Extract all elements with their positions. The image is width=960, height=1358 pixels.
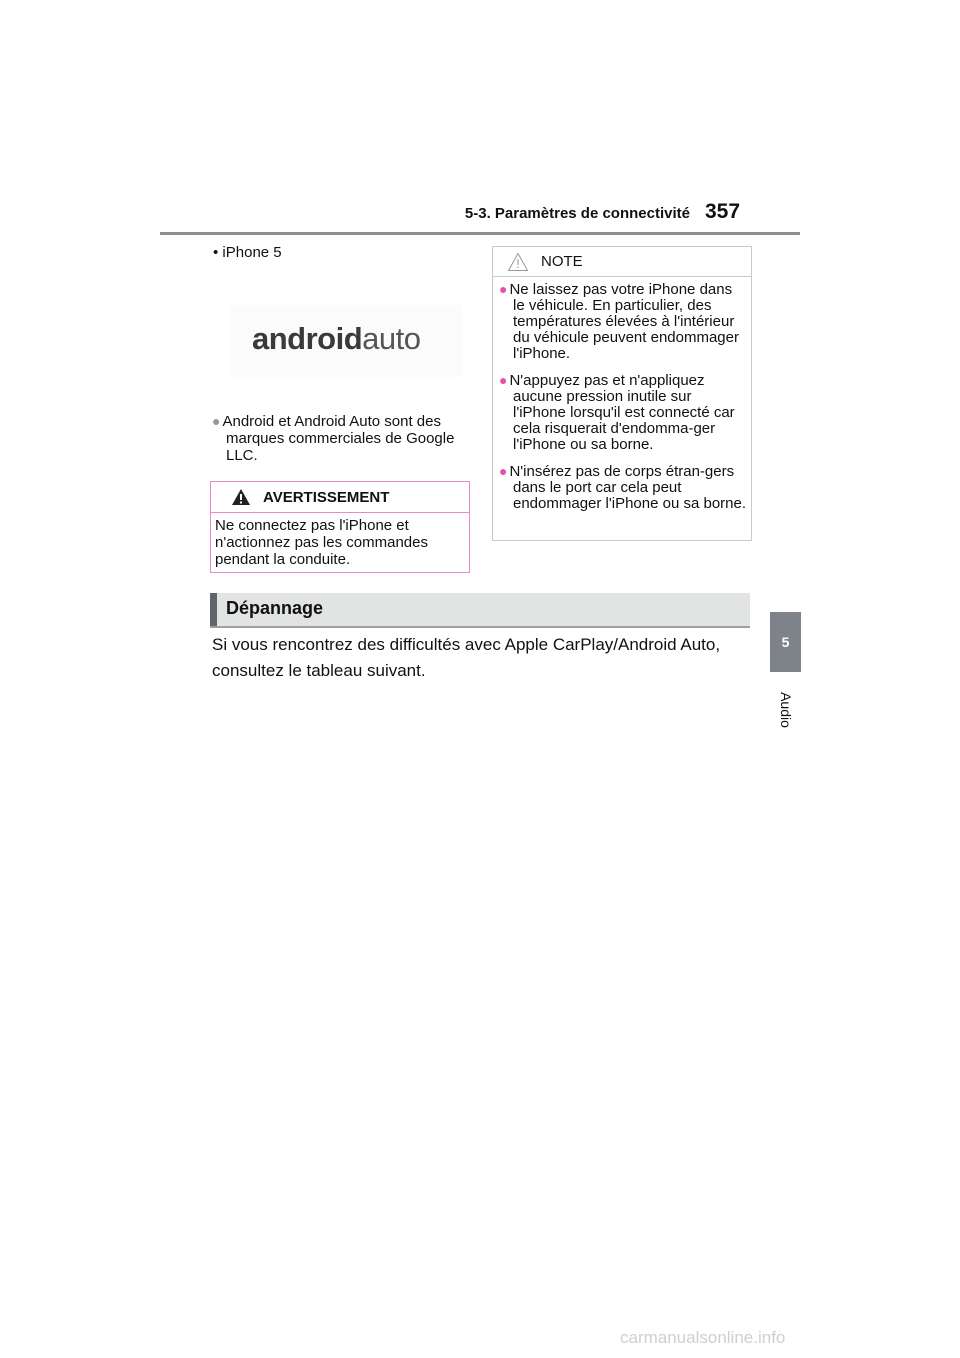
logo-text-light: auto (362, 321, 421, 356)
chapter-label: Audio (778, 692, 794, 728)
watermark: carmanualsonline.info (620, 1328, 786, 1347)
chapter-number: 5 (781, 634, 790, 650)
section-title: Dépannage (226, 598, 324, 618)
section-intro: Si vous rencontrez des difficultés avec Apple CarPlay/Android Auto, consultez le tableau suivant. (212, 635, 721, 680)
warning-triangle-icon (231, 488, 251, 506)
bullet-dot-icon: ● (212, 413, 221, 429)
warning-body: Ne connectez pas l'iPhone et n'actionnez pas les commandes pendant la conduite. (215, 517, 428, 568)
bullet-dot-icon: ● (499, 463, 508, 479)
warning-title: AVERTISSEMENT (263, 488, 390, 506)
trademark-notice-text: Android et Android Auto sont des marques commerciales de Google LLC. (222, 413, 455, 464)
note-box (492, 246, 752, 541)
section-heading-bar (210, 593, 750, 628)
bullet-item: • iPhone 5 (213, 244, 282, 261)
section-accent (210, 593, 217, 626)
warning-box (210, 481, 470, 573)
android-auto-logo (230, 305, 462, 377)
note-title: NOTE (541, 253, 583, 270)
bullet-dot-icon: ● (499, 281, 508, 297)
note-item (499, 463, 747, 512)
page-number: 357 (705, 200, 741, 223)
running-header-section: 5-3. Paramètres de connectivité (464, 205, 690, 222)
note-item-text: Ne laissez pas votre iPhone dans le véhicule. En particulier, des températures élevées à l'intérieur du véhicule peuvent endommager l'iPhone. (509, 281, 739, 362)
note-item (499, 281, 747, 362)
chapter-tab (770, 612, 801, 672)
trademark-notice (212, 413, 486, 464)
chapter-label-container (771, 685, 801, 735)
logo-text-bold: android (252, 321, 363, 356)
note-list (493, 277, 751, 512)
note-item-text: N'insérez pas de corps étran-gers dans le port car cela peut endommager l'iPhone ou sa borne. (509, 463, 747, 512)
caution-triangle-icon (507, 252, 529, 272)
warning-header (211, 482, 469, 513)
logo-wordmark (252, 321, 421, 357)
bullet-dot-icon: ● (499, 372, 508, 388)
note-item-text: N'appuyez pas et n'appliquez aucune pression inutile sur l'iPhone lorsqu'il est connecté car cela risquerait d'endomma-ger l'iPhone ou sa borne. (509, 372, 735, 453)
note-header (493, 247, 751, 277)
note-item (499, 372, 747, 453)
header-divider (160, 232, 800, 235)
